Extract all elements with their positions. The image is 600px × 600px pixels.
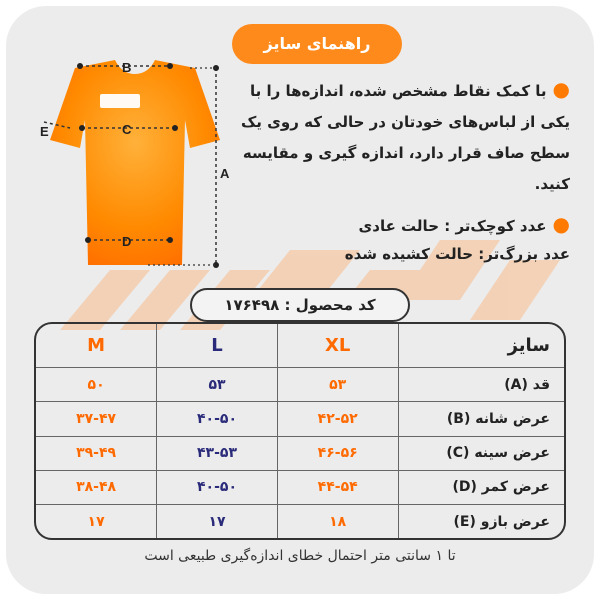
- cell-xl: ۴۶-۵۶: [277, 436, 398, 470]
- measurement-instructions: [236, 74, 570, 200]
- cell-m: ۳۷-۴۷: [36, 402, 157, 436]
- cell-m: ۳۹-۴۹: [36, 436, 157, 470]
- cell-xl: ۵۳: [277, 367, 398, 401]
- header-size: سایز: [398, 324, 564, 367]
- cell-l: ۵۳: [157, 367, 278, 401]
- header-xl: XL: [277, 324, 398, 367]
- size-table: [34, 322, 566, 540]
- row-label: قد (A): [398, 367, 564, 401]
- table-row: [36, 470, 564, 504]
- measurement-error-note: تا ۱ سانتی متر احتمال خطای اندازه‌گیری طبیعی است: [144, 548, 456, 564]
- header-m: M: [36, 324, 157, 367]
- label-d: D: [122, 234, 132, 249]
- cell-xl: ۱۸: [277, 505, 398, 538]
- product-code: [190, 288, 410, 322]
- table-row: [36, 436, 564, 470]
- small-number-note: عدد کوچک‌تر : حالت عادی: [358, 217, 547, 235]
- label-b: B: [122, 60, 132, 75]
- cell-l: ۴۰-۵۰: [157, 470, 278, 504]
- cell-m: ۱۷: [87, 513, 105, 530]
- table-row: [36, 505, 564, 538]
- row-label: عرض کمر (D): [398, 470, 564, 504]
- large-number-note: عدد بزرگ‌تر: حالت کشیده شده: [344, 245, 570, 263]
- cell-m: ۳۸-۴۸: [36, 470, 157, 504]
- cell-xl: ۴۴-۵۴: [277, 470, 398, 504]
- cell-m: ۵۰: [36, 367, 157, 401]
- table-row: [36, 402, 564, 436]
- row-label: عرض سینه (C): [398, 436, 564, 470]
- table-header-row: [36, 324, 564, 367]
- row-label: عرض بازو (E): [398, 505, 564, 538]
- page-title: راهنمای سایز: [232, 24, 402, 64]
- tshirt-diagram: [30, 50, 240, 280]
- bullet-icon: ●: [552, 77, 570, 101]
- table-row: [36, 367, 564, 401]
- cell-l: ۴۰-۵۰: [157, 402, 278, 436]
- instructions-text: با کمک نقاط مشخص شده، اندازه‌ها را با یکی از لباس‌های خودتان در حالی که روی یک سطح صاف قرار دارد، اندازه گیری و مقایسه کنید.: [240, 82, 570, 193]
- cell-l: ۱۷: [157, 505, 278, 538]
- product-code-value: ۱۷۶۴۹۸: [224, 296, 280, 314]
- bullet-icon: ●: [552, 212, 570, 236]
- label-e: E: [40, 124, 49, 139]
- cell-l: ۴۳-۵۳: [157, 436, 278, 470]
- label-a: A: [220, 166, 230, 181]
- header-l: L: [157, 324, 278, 367]
- shirt-logo-icon: [100, 94, 140, 108]
- product-code-label: کد محصول :: [284, 296, 376, 314]
- cell-xl: ۴۲-۵۲: [277, 402, 398, 436]
- number-note: [236, 210, 570, 268]
- row-label: عرض شانه (B): [398, 402, 564, 436]
- label-c: C: [122, 122, 132, 137]
